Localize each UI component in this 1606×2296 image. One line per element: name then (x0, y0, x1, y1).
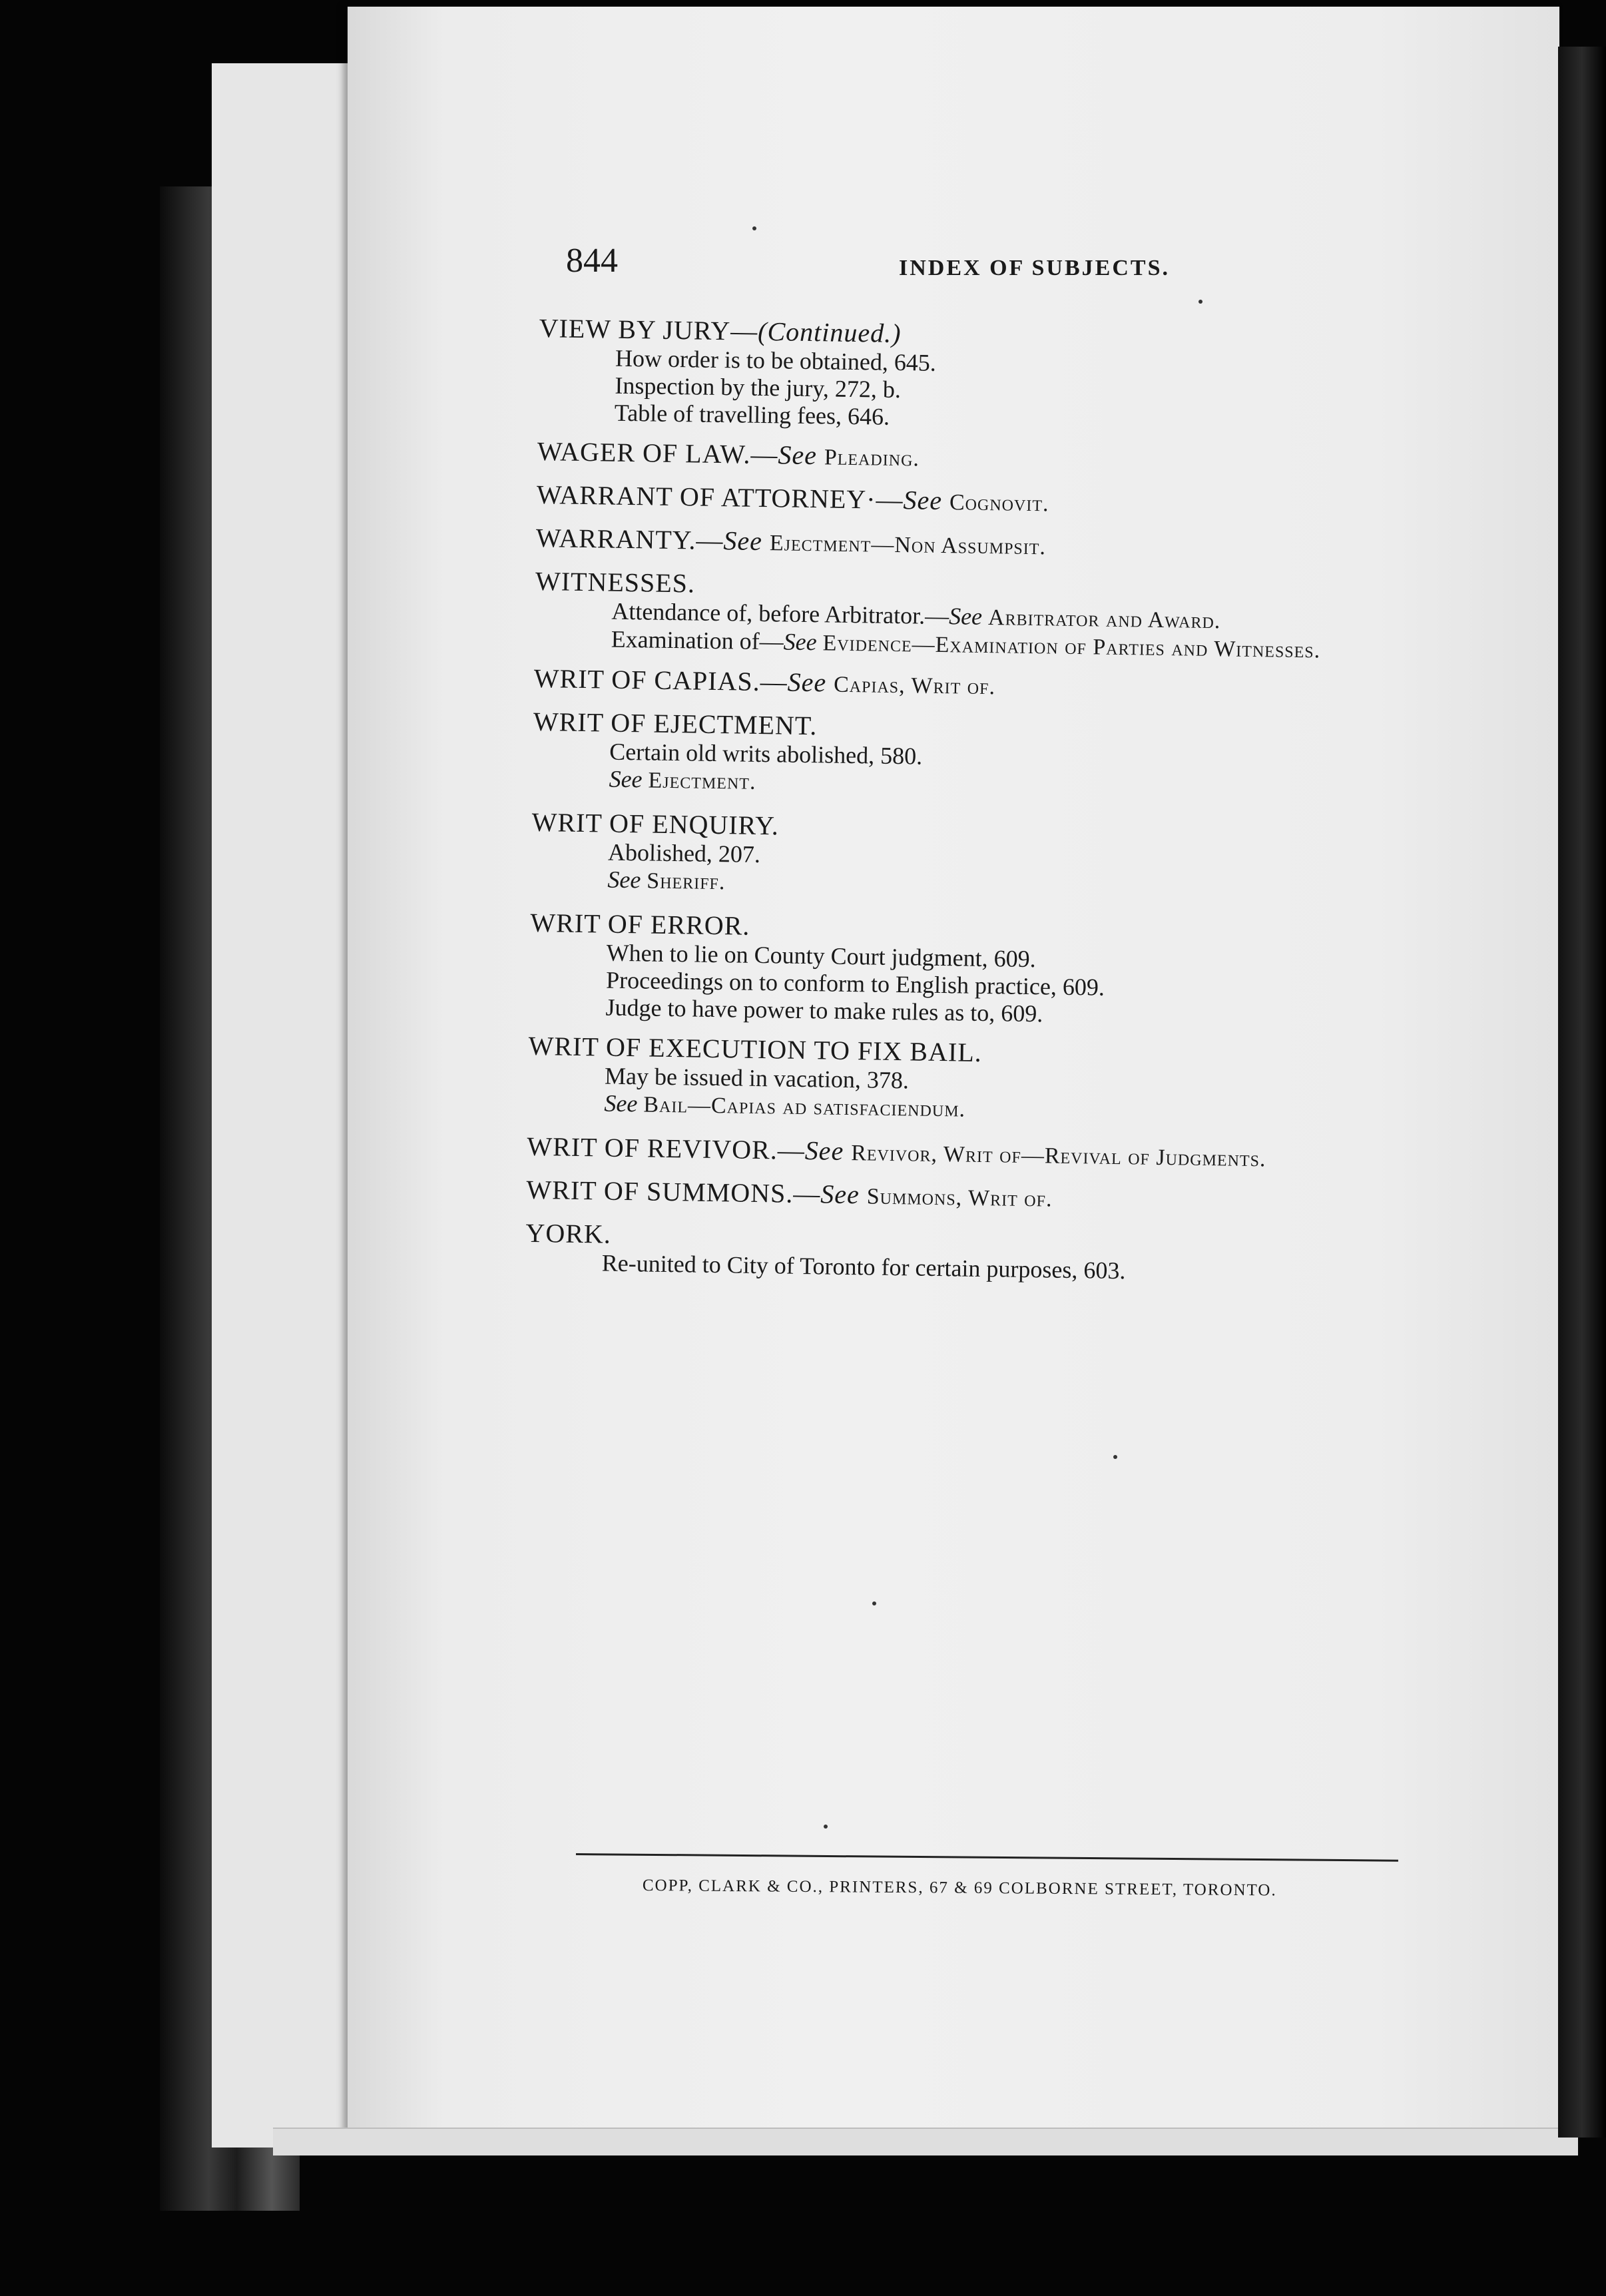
ink-speck (872, 1601, 876, 1605)
entry-heading: WRIT OF SUMMONS.— (526, 1174, 821, 1209)
entry-heading: WRIT OF ENQUIRY. (531, 806, 780, 841)
running-head: INDEX OF SUBJECTS. (899, 256, 1170, 280)
entry-heading: WRIT OF ERROR. (530, 907, 750, 941)
page-bottom-edge (273, 2128, 1578, 2155)
see-word: See (604, 1089, 638, 1117)
entry-heading-note: (Continued.) (757, 316, 902, 349)
index-entry-view-by-jury (537, 313, 1325, 437)
see-word: See (804, 1135, 844, 1166)
ink-speck (752, 226, 756, 230)
see-word: See (609, 765, 643, 793)
entry-heading: YORK. (525, 1217, 612, 1249)
cross-reference: Arbitrator and Award. (987, 605, 1221, 634)
index-entry-writ-of-enquiry (531, 807, 1318, 904)
sub-entry: Examination of—See Evidence—Examination of Parties and Witnesses. (611, 625, 1321, 663)
see-word: See (723, 525, 763, 557)
cross-reference: Cognovit. (949, 490, 1049, 517)
right-binding-strip (1558, 47, 1606, 2138)
entry-heading: WITNESSES. (535, 565, 696, 599)
printer-imprint: COPP, CLARK & CO., PRINTERS, 67 & 69 COLBORNE STREET, TORONTO. (642, 1876, 1277, 1900)
cross-reference: Revivor, Writ of—Revival of Judgments. (850, 1141, 1266, 1172)
see-word: See (778, 439, 818, 471)
entry-heading: WARRANTY.— (535, 522, 724, 556)
ink-speck (1113, 1455, 1117, 1459)
see-word: See (607, 866, 641, 894)
entry-heading: WRIT OF EJECTMENT. (533, 706, 818, 741)
sub-entry: Abolished, 207. (607, 838, 761, 868)
sub-entry: Inspection by the jury, 272, b. (615, 372, 902, 404)
entry-heading: WRIT OF CAPIAS.— (533, 663, 788, 697)
see-word: See (903, 485, 943, 516)
index-entry-writ-of-execution (527, 1031, 1314, 1128)
sub-entry: Proceedings on to conform to English practice, 609. (605, 966, 1105, 1001)
entry-heading: WARRANT OF ATTORNEY·— (536, 479, 904, 515)
cross-reference: Pleading. (824, 445, 920, 471)
cross-reference: Bail—Capias ad satisfaciendum. (643, 1092, 966, 1122)
cross-reference: Capias, Writ of. (833, 672, 996, 700)
ink-speck (1199, 300, 1203, 304)
sub-entry: Judge to have power to make rules as to, 609. (605, 994, 1043, 1027)
ink-speck (824, 1825, 828, 1829)
entry-heading: WRIT OF EXECUTION TO FIX BAIL. (528, 1030, 983, 1067)
index-list (525, 313, 1326, 1287)
back-sheet (212, 63, 358, 2148)
cross-reference: Ejectment. (648, 768, 756, 794)
see-word: See (948, 603, 983, 630)
index-entry-witnesses (534, 566, 1321, 664)
sub-entry: When to lie on County Court judgment, 609. (606, 939, 1036, 973)
sub-entry: How order is to be obtained, 645. (615, 344, 937, 376)
sub-entry: Certain old writs abolished, 580. (609, 738, 923, 770)
sub-entry: Table of travelling fees, 646. (614, 399, 890, 430)
sub-entry: Re-united to City of Toronto for certain purposes, 603. (601, 1249, 1126, 1285)
sub-entry: Attendance of, before Arbitrator.—See Arbitrator and Award. (611, 597, 1221, 634)
entry-heading: VIEW BY JURY— (539, 313, 758, 346)
cross-reference: Ejectment—Non Assumpsit. (769, 531, 1047, 560)
index-entry-writ-of-error (529, 908, 1316, 1031)
index-entry-york (525, 1218, 1312, 1288)
cross-reference: Sheriff. (647, 868, 726, 895)
sub-entry: May be issued in vacation, 378. (604, 1062, 910, 1094)
cross-reference: Summons, Writ of. (866, 1184, 1053, 1212)
see-word: See (787, 667, 827, 698)
cross-reference: Evidence—Examination of Parties and Witnesses. (822, 631, 1321, 663)
entry-heading: WAGER OF LAW.— (537, 435, 778, 470)
entry-heading: WRIT OF REVIVOR.— (527, 1131, 806, 1166)
page-number: 844 (566, 242, 618, 280)
see-word: See (820, 1179, 860, 1210)
see-word: See (783, 628, 817, 656)
index-entry-writ-of-ejectment (532, 707, 1319, 804)
